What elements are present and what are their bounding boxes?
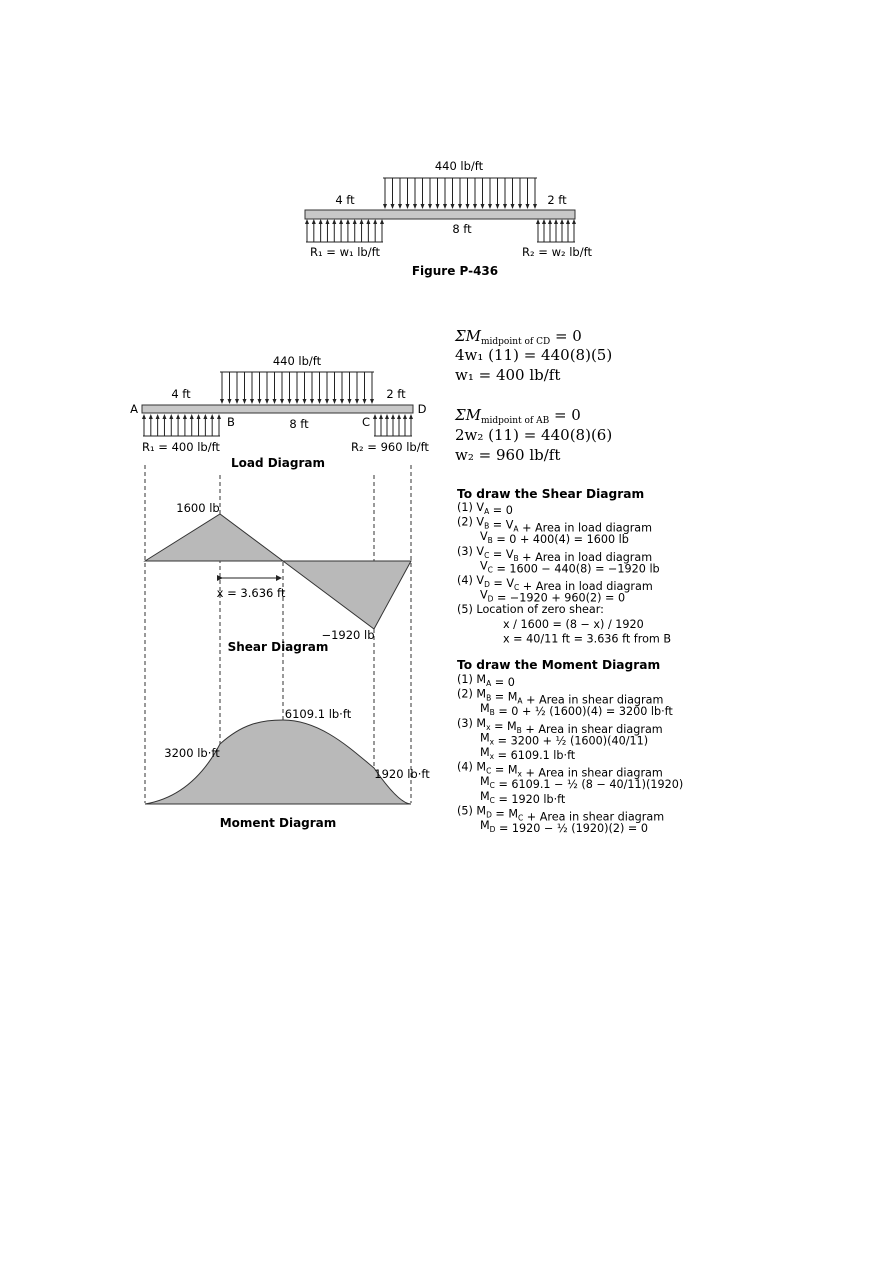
load-arrow: [235, 372, 239, 404]
load-arrow: [265, 372, 269, 404]
equilibrium-equations: [454, 327, 612, 464]
equation-1: [454, 327, 582, 347]
reaction-arrow: [312, 219, 316, 242]
reaction-arrow: [397, 414, 401, 436]
load-arrow: [428, 178, 432, 209]
reaction-arrow: [380, 219, 384, 242]
load-beam: [142, 405, 413, 413]
step-line: (5) Location of zero shear:: [457, 603, 604, 617]
equation-6: w₂ = 960 lb/ft: [455, 446, 561, 464]
top-reaction-r1: [305, 219, 384, 242]
moment-mx-label: 6109.1 lb·ft: [284, 707, 352, 721]
step-line: (3) $M_x = M_B$ + Area in shear diagram: [457, 716, 663, 736]
step-line: $V_B = 0 + 400(4) = 1600$ lb: [480, 530, 629, 547]
load-arrow: [370, 372, 374, 404]
load-arrow: [533, 178, 537, 209]
reaction-arrow: [572, 219, 576, 242]
step-line: (4) $M_C = M_x$ + Area in shear diagram: [457, 760, 663, 780]
load-arrow: [511, 178, 515, 209]
step-line: (3) $V_C = V_B$ + Area in load diagram: [457, 544, 653, 564]
reaction-arrow: [353, 219, 357, 242]
load-arrow: [443, 178, 447, 209]
reaction-arrow: [373, 414, 377, 436]
reaction-arrow: [403, 414, 407, 436]
reaction-arrow: [391, 414, 395, 436]
equation-1-sub: midpoint of CD: [480, 337, 551, 347]
load-arrow: [473, 178, 477, 209]
load-arrow: [488, 178, 492, 209]
top-distributed-load: [383, 178, 537, 209]
load-arrow: [466, 178, 470, 209]
load-arrow: [383, 178, 387, 209]
reaction-arrow: [183, 414, 187, 436]
load-arrow: [348, 372, 352, 404]
top-left-span: 4 ft: [335, 193, 355, 207]
load-arrow: [496, 178, 500, 209]
point-d: D: [417, 402, 427, 416]
load-arrow: [303, 372, 307, 404]
load-caption: Load Diagram: [230, 456, 326, 470]
reaction-arrow: [409, 414, 413, 436]
load-arrow: [325, 372, 329, 404]
reaction-arrow: [325, 219, 329, 242]
reaction-arrow: [217, 414, 221, 436]
load-arrow: [355, 372, 359, 404]
reaction-arrow: [142, 414, 146, 436]
equation-5: 2w₂ (11) = 440(8)(6): [455, 426, 613, 444]
reaction-arrow: [169, 414, 173, 436]
step-line: (5) $M_D = M_C$ + Area in shear diagram: [457, 804, 665, 824]
load-reaction-r2: [373, 414, 413, 436]
reaction-arrow: [554, 219, 558, 242]
reaction-arrow: [373, 219, 377, 242]
load-arrow: [391, 178, 395, 209]
equation-4: [454, 406, 581, 426]
figure-p436: [305, 159, 592, 278]
load-arrow: [318, 372, 322, 404]
reaction-arrow: [197, 414, 201, 436]
top-reaction-r2: [536, 219, 576, 242]
reaction-arrow: [379, 414, 383, 436]
reaction-arrow: [162, 414, 166, 436]
moment-area: [145, 720, 411, 804]
top-beam: [305, 210, 575, 219]
load-arrow: [310, 372, 314, 404]
load-arrow: [258, 372, 262, 404]
shear-negative-area: [283, 561, 411, 629]
load-arrow: [481, 178, 485, 209]
moment-steps: [457, 673, 683, 835]
reaction-arrow: [560, 219, 564, 242]
step-line: $M_B = 0$ + ½ (1600)(4) = 3200 lb·ft: [480, 702, 673, 719]
step-line: x / 1600 = (8 − x) / 1920: [503, 617, 644, 631]
moment-steps-heading: To draw the Moment Diagram: [457, 658, 661, 672]
moment-mb-label: 3200 lb·ft: [164, 746, 220, 760]
load-arrow: [421, 178, 425, 209]
load-arrow: [458, 178, 462, 209]
reaction-arrow: [149, 414, 153, 436]
shear-steps-heading: To draw the Shear Diagram: [457, 487, 645, 501]
step-line: (2) $M_B = M_A$ + Area in shear diagram: [457, 687, 664, 707]
top-mid-span: 8 ft: [452, 222, 472, 236]
top-right-span: 2 ft: [547, 193, 567, 207]
shear-steps: [457, 501, 671, 645]
load-arrow: [220, 372, 224, 404]
load-arrow: [406, 178, 410, 209]
step-line: $V_D = -1920 + 960(2) = 0$: [480, 588, 626, 605]
step-line: (4) $V_D = V_C$ + Area in load diagram: [457, 574, 653, 593]
load-r1-label: R₁ = 400 lb/ft: [142, 440, 220, 454]
reaction-arrow: [548, 219, 552, 242]
reaction-arrow: [360, 219, 364, 242]
moment-caption: Moment Diagram: [219, 816, 337, 830]
load-arrow: [451, 178, 455, 209]
reaction-arrow: [203, 414, 207, 436]
equation-1-rhs: = 0: [550, 327, 582, 345]
load-label: 440 lb/ft: [272, 354, 322, 368]
reaction-arrow: [305, 219, 309, 242]
reaction-arrow: [332, 219, 336, 242]
figure-caption: Figure P-436: [411, 264, 499, 278]
load-distributed-load: [220, 372, 374, 404]
step-line: $M_x = 6109.1$ lb·ft: [480, 746, 576, 762]
reaction-arrow: [566, 219, 570, 242]
load-arrow: [363, 372, 367, 404]
top-r1-label: R₁ = w₁ lb/ft: [310, 245, 380, 259]
shear-min-label: −1920 lb: [321, 628, 375, 642]
reaction-arrow: [210, 414, 214, 436]
load-arrow: [288, 372, 292, 404]
equation-1-lhs: ΣM: [455, 327, 481, 345]
load-arrow: [280, 372, 284, 404]
step-line: (1) $V_A = 0$: [457, 501, 513, 517]
equation-2: 4w₁ (11) = 440(8)(5): [455, 346, 613, 364]
reaction-arrow: [346, 219, 350, 242]
top-r2-label: R₂ = w₂ lb/ft: [522, 245, 592, 259]
load-arrow: [243, 372, 247, 404]
reaction-arrow: [176, 414, 180, 436]
reaction-arrow: [156, 414, 160, 436]
equation-4-sub: midpoint of AB: [480, 416, 550, 426]
reaction-arrow: [190, 414, 194, 436]
load-arrow: [333, 372, 337, 404]
equation-3: w₁ = 400 lb/ft: [455, 366, 561, 384]
load-arrow: [340, 372, 344, 404]
shear-diagram: [145, 501, 411, 654]
load-arrow: [436, 178, 440, 209]
point-c: C: [361, 415, 371, 429]
load-arrow: [398, 178, 402, 209]
reaction-arrow: [385, 414, 389, 436]
reaction-arrow: [339, 219, 343, 242]
step-line: $M_x = 3200$ + ½ (1600)(40/11): [480, 731, 649, 748]
load-mid-span: 8 ft: [289, 417, 309, 431]
reaction-arrow: [319, 219, 323, 242]
load-left-span: 4 ft: [171, 387, 191, 401]
point-b: B: [227, 415, 235, 429]
equation-4-rhs: = 0: [549, 406, 581, 424]
top-load-label: 440 lb/ft: [434, 159, 484, 173]
reaction-arrow: [366, 219, 370, 242]
load-arrow: [503, 178, 507, 209]
point-a: A: [130, 402, 138, 416]
reaction-arrow: [536, 219, 540, 242]
load-arrow: [228, 372, 232, 404]
load-arrow: [295, 372, 299, 404]
step-line: (1) $M_A = 0$: [457, 673, 515, 689]
step-line: $V_C = 1600 - 440(8) = -1920$ lb: [480, 559, 660, 576]
reaction-arrow: [542, 219, 546, 242]
step-line: $M_C = 6109.1$ − ½ (8 − 40/11)(1920): [480, 775, 684, 792]
load-diagram: [130, 354, 429, 470]
shear-caption: Shear Diagram: [227, 640, 329, 654]
x-dimension-label: x = 3.636 ft: [216, 586, 286, 600]
step-line: $M_C = 1920$ lb·ft: [480, 789, 566, 806]
shear-max-label: 1600 lb: [176, 501, 220, 515]
load-arrow: [250, 372, 254, 404]
step-line: (2) $V_B = V_A$ + Area in load diagram: [457, 515, 653, 535]
moment-mc-label: 1920 lb·ft: [374, 767, 430, 781]
load-reaction-r1: [142, 414, 221, 436]
load-arrow: [526, 178, 530, 209]
moment-diagram: [145, 707, 430, 830]
equation-4-lhs: ΣM: [455, 406, 481, 424]
load-arrow: [518, 178, 522, 209]
load-arrow: [273, 372, 277, 404]
step-line: $M_D = 1920$ − ½ (1920)(2) = 0: [480, 819, 648, 835]
shear-positive-area: [145, 514, 283, 561]
load-r2-label: R₂ = 960 lb/ft: [351, 440, 429, 454]
load-arrow: [413, 178, 417, 209]
load-right-span: 2 ft: [386, 387, 406, 401]
step-line: x = 40/11 ft = 3.636 ft from B: [503, 632, 672, 646]
